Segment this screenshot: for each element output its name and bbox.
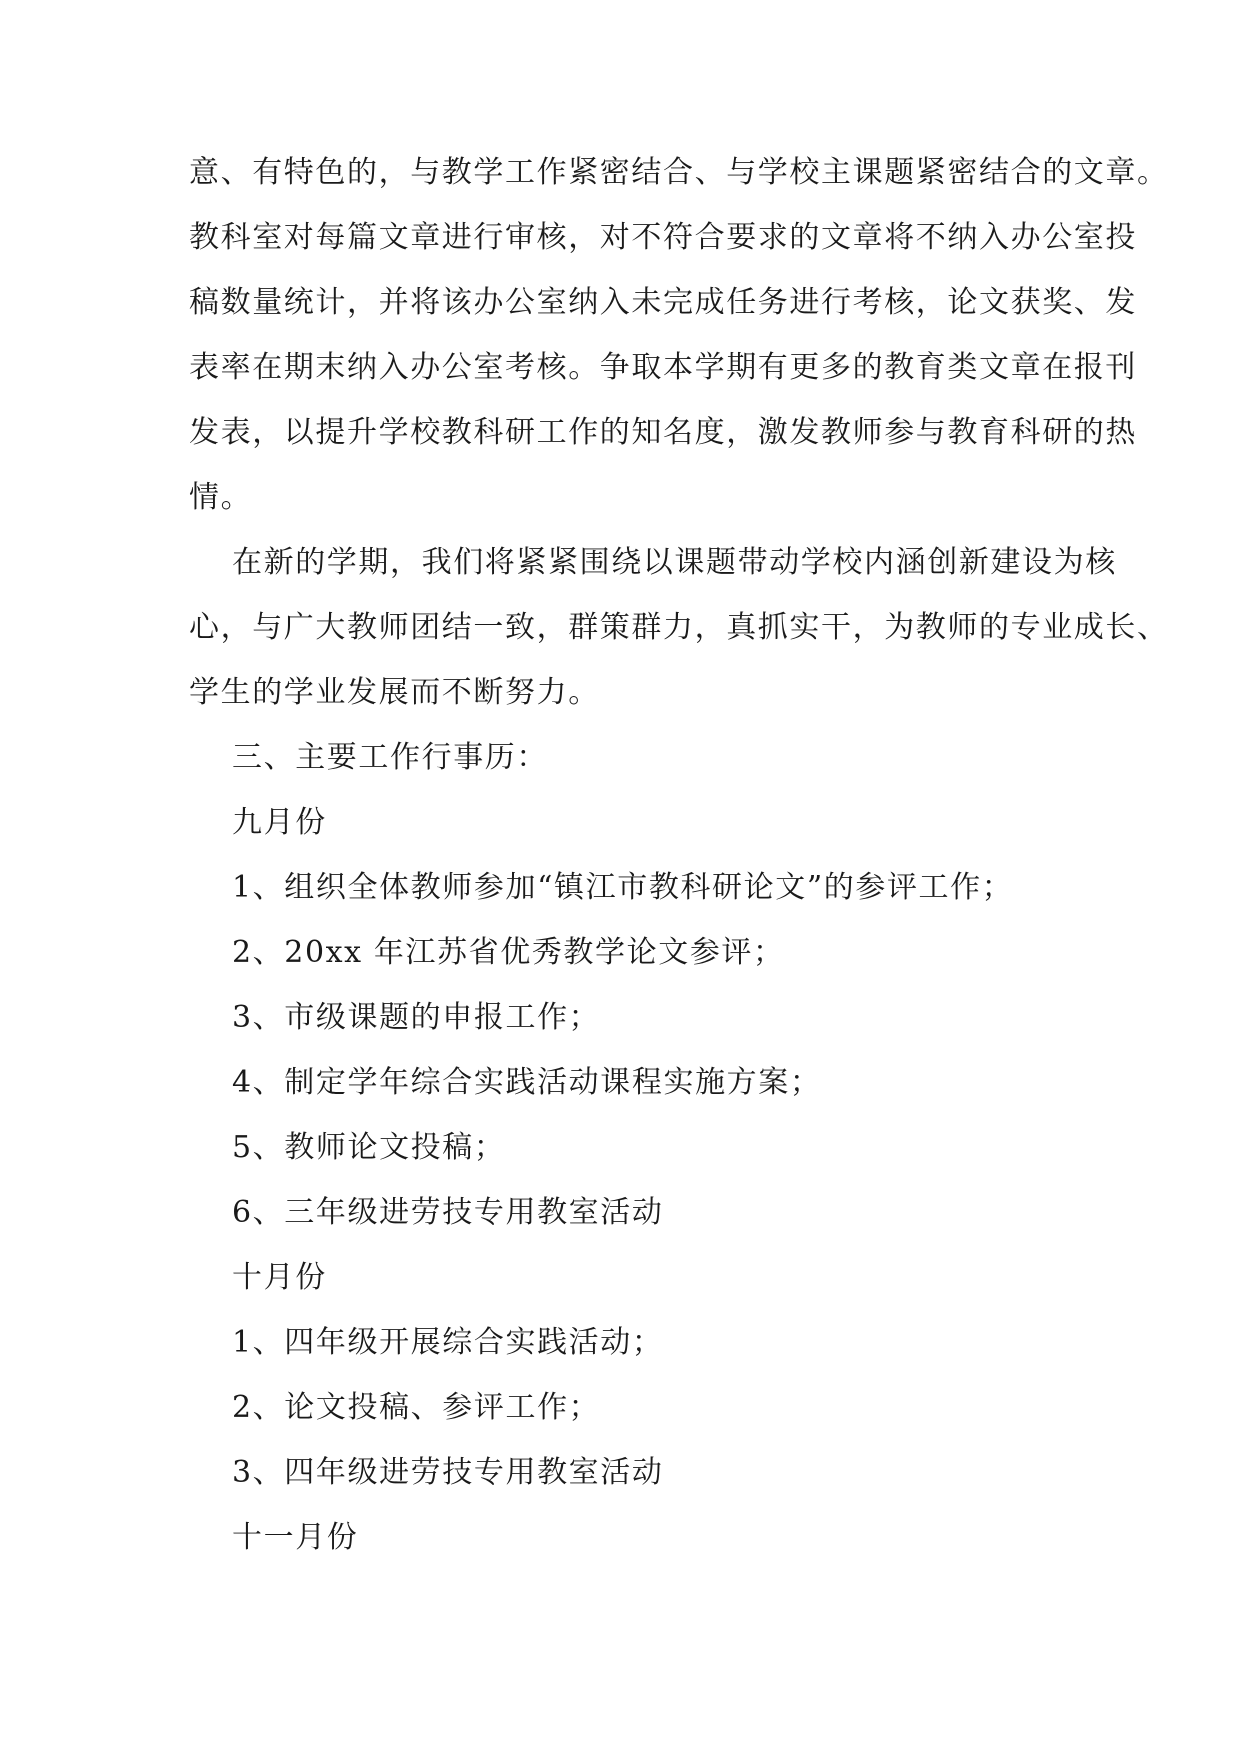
month-title: 十月份 <box>232 1260 327 1295</box>
paragraph-line: 表率在期末纳入办公室考核。争取本学期有更多的教育类文章在报刊 <box>189 350 1137 385</box>
list-item: 5、教师论文投稿； <box>232 1130 506 1165</box>
paragraph-line: 意、有特色的，与教学工作紧密结合、与学校主课题紧密结合的文章。 <box>189 155 1169 190</box>
paragraph-line: 稿数量统计，并将该办公室纳入未完成任务进行考核，论文获奖、发 <box>189 285 1137 320</box>
paragraph-line: 在新的学期，我们将紧紧围绕以课题带动学校内涵创新建设为核 <box>232 545 1117 580</box>
paragraph-2 <box>189 530 1169 725</box>
list-item: 3、四年级进劳技专用教室活动 <box>232 1455 664 1490</box>
month-title: 九月份 <box>232 805 327 840</box>
month-section-november <box>189 1505 1059 1570</box>
list-item: 2、论文投稿、参评工作； <box>232 1390 601 1425</box>
month-section-september <box>189 790 1059 1245</box>
list-item: 1、组织全体教师参加“镇江市教科研论文”的参评工作； <box>232 870 1014 905</box>
month-title: 十一月份 <box>232 1520 359 1555</box>
paragraph-line: 发表，以提升学校教科研工作的知名度，激发教师参与教育科研的热 <box>189 415 1137 450</box>
month-section-october <box>189 1245 1059 1505</box>
paragraph-line: 教科室对每篇文章进行审核，对不符合要求的文章将不纳入办公室投 <box>189 220 1137 255</box>
list-item: 3、市级课题的申报工作； <box>232 1000 601 1035</box>
list-item: 1、四年级开展综合实践活动； <box>232 1325 664 1360</box>
paragraph-line: 情。 <box>189 480 253 515</box>
paragraph-1 <box>189 140 1169 530</box>
list-item: 6、三年级进劳技专用教室活动 <box>232 1195 664 1230</box>
document-body <box>189 140 1169 1570</box>
list-item: 4、制定学年综合实践活动课程实施方案； <box>232 1065 822 1100</box>
section-heading: 三、主要工作行事历： <box>232 740 548 775</box>
paragraph-line: 学生的学业发展而不断努力。 <box>189 675 600 710</box>
list-item: 2、20xx 年江苏省优秀教学论文参评； <box>232 935 785 970</box>
paragraph-line: 心，与广大教师团结一致，群策群力，真抓实干，为教师的专业成长、 <box>189 610 1169 645</box>
